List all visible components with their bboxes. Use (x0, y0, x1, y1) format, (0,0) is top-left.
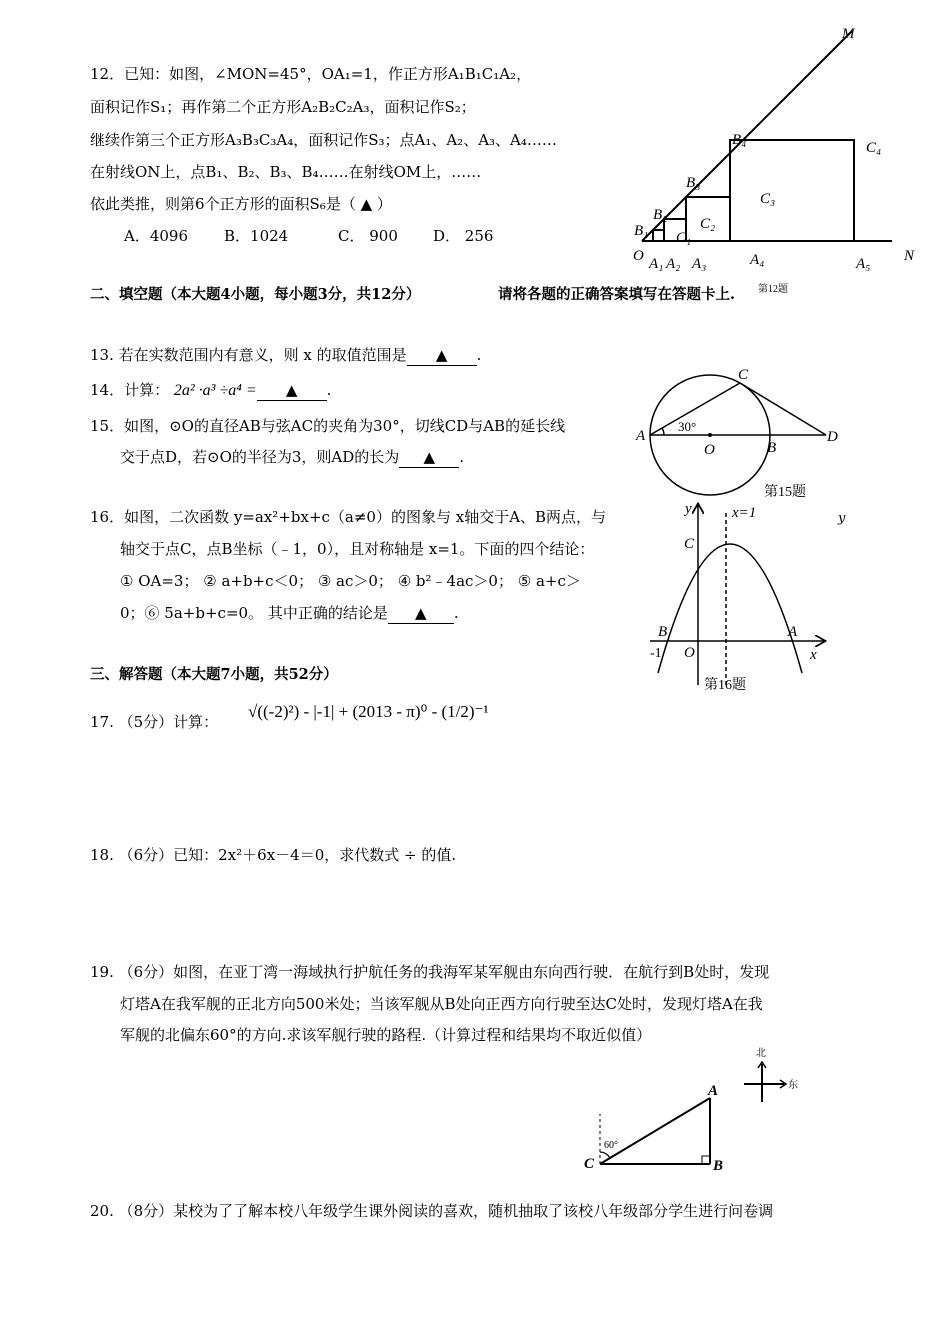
parabola (658, 544, 802, 673)
angle-label: 60° (604, 1140, 618, 1151)
q12-figure (620, 20, 920, 300)
q18-text: 18. （6分）已知：2x²＋6x－4＝0，求代数式 ÷ 的值. (90, 846, 457, 864)
q15-line1: 15．如图，⊙O的直径AB与弦AC的夹角为30°，切线CD与AB的延长线 (90, 417, 566, 435)
section3-title: 三、解答题（本大题7小题，共52分） (90, 666, 338, 683)
q12-line1: 12．已知：如图，∠MON=45°，OA₁=1，作正方形A₁B₁C₁A₂， (90, 65, 532, 83)
q16-blank: ▲ (388, 603, 454, 624)
q14-text: 14．计算： (90, 381, 170, 399)
label-b3: B₃ (686, 175, 701, 191)
tangent-cd (740, 383, 826, 435)
label-a2: A₂ (666, 256, 681, 272)
label-a1: A₁ (649, 256, 664, 272)
label-north: 北 (756, 1048, 766, 1059)
label-d: D (827, 429, 838, 445)
q15-line2: 交于点D，若⊙O的半径为3，则AD的长为 (120, 448, 400, 466)
q15-figure (630, 365, 850, 505)
q16-line3: ① OA=3； ② a+b+c＜0； ③ ac＞0； ④ b²﹣4ac＞0； ⑤ a+c＞ (120, 572, 581, 590)
q19-line3: 军舰的北偏东60°的方向.求该军舰行驶的路程.（计算过程和结果均不取近似值） (120, 1026, 652, 1044)
q13-end: . (476, 346, 482, 364)
q13-question (90, 345, 481, 366)
q16-line4: 0；⑥ 5a+b+c=0。 其中正确的结论是 (120, 604, 388, 622)
q16-line4-wrap (120, 603, 459, 624)
label-east: 东 (788, 1080, 798, 1091)
label-b1: B₁ (634, 223, 649, 239)
q14-blank: ▲ (257, 380, 327, 401)
q19-figure (580, 1040, 820, 1175)
label-a: A (788, 624, 798, 640)
label-m: M (842, 26, 855, 42)
label-a5: A₅ (856, 256, 871, 272)
label-c1: C₁ (676, 230, 692, 246)
q19-line1: 19. （6分）如图，在亚丁湾一海域执行护航任务的我海军某军舰由东向西行驶．在航行到B处时，发现 (90, 963, 770, 981)
q15-blank: ▲ (399, 447, 459, 468)
q12-line4: 在射线ON上，点B₁、B₂、B₃、B₄……在射线OM上，…… (90, 163, 482, 181)
label-o: O (633, 248, 644, 264)
q16-line1: 16．如图，二次函数 y=ax²+bx+c（a≠0）的图象与 x轴交于A、B两点，与 (90, 508, 607, 526)
q12-option-b: B．1024 (224, 227, 289, 245)
q14-expression: 2a² ·a³ ÷a⁴ = (173, 382, 257, 399)
label-a4: A₄ (750, 252, 765, 268)
angle-label: 30° (678, 419, 697, 434)
label-c: C (738, 367, 749, 383)
q16-end: . (453, 604, 459, 622)
angle-arc (600, 1152, 610, 1158)
label-o: O (704, 442, 715, 458)
label-b: B (713, 1158, 724, 1174)
label-b2: B₂ (653, 207, 668, 223)
q17-expression: √((-2)²) - |-1| + (2013 - π)⁰ - (1/2)⁻¹ (248, 702, 489, 721)
q15-end: . (459, 448, 465, 466)
square-1 (653, 230, 664, 241)
label-b4: B₄ (732, 132, 747, 148)
label-b: B (658, 624, 668, 640)
center-dot (708, 433, 712, 437)
q15-line2-wrap (120, 447, 464, 468)
label-b: B (767, 440, 777, 456)
q16-line2: 轴交于点C，点B坐标（﹣1，0），且对称轴是 x=1。下面的四个结论： (120, 540, 595, 558)
q13-text: 13. 若在实数范围内有意义，则 x 的取值范围是 (90, 346, 407, 364)
label-a3: A₃ (692, 256, 707, 272)
q12-line2: 面积记作S₁；再作第二个正方形A₂B₂C₂A₃，面积记作S₂； (90, 98, 476, 116)
line-ca (600, 1098, 710, 1164)
label-y: y (685, 501, 692, 517)
q17-label: 17. （5分）计算： (90, 713, 219, 731)
label-c4: C₄ (866, 140, 882, 156)
label-a: A (708, 1083, 719, 1099)
label-o: O (684, 645, 695, 661)
q12-option-c: C． 900 (338, 227, 398, 245)
ray-om (642, 31, 852, 241)
label-c2: C₂ (700, 216, 716, 232)
label-a: A (636, 428, 646, 444)
label-c: C (584, 1156, 595, 1172)
label-c3: C₃ (760, 191, 776, 207)
q12-line3: 继续作第三个正方形A₃B₃C₃A₄，面积记作S₃；点A₁、A₂、A₃、A₄…… (90, 131, 557, 149)
label-n: N (904, 248, 915, 264)
section2-note: 请将各题的正确答案填写在答题卡上. (498, 286, 736, 303)
q13-blank: ▲ (407, 345, 477, 366)
q20-text: 20. （8分）某校为了了解本校八年级学生课外阅读的喜欢，随机抽取了该校八年级部分学生进行问卷调 (90, 1202, 774, 1220)
label-x: x (810, 647, 817, 663)
angle-arc (662, 428, 664, 435)
right-angle-mark (702, 1156, 710, 1164)
q14-question (90, 380, 331, 401)
q14-end: . (326, 381, 332, 399)
q12-option-d: D． 256 (433, 227, 494, 245)
label-minus1: -1 (650, 646, 662, 661)
q15-caption: 第15题 (764, 485, 806, 500)
q12-option-a: A．4096 (124, 227, 189, 245)
label-c: C (684, 536, 695, 552)
q19-line2: 灯塔A在我军舰的正北方向500米处；当该军舰从B处向正西方向行驶至达C处时，发现灯塔A在我 (120, 995, 763, 1013)
q16-figure (640, 495, 840, 700)
q12-line5: 依此类推，则第6个正方形的面积S₆是（ ▲ ） (90, 195, 392, 213)
section2-title: 二、填空题（本大题4小题，每小题3分，共12分） (90, 286, 421, 303)
square-4 (730, 140, 854, 241)
label-x-eq-1: x=1 (732, 505, 757, 521)
q16-caption: 第16题 (704, 678, 746, 693)
q16-stray-y: y (838, 511, 846, 526)
q12-caption: 第12题 (758, 284, 788, 295)
